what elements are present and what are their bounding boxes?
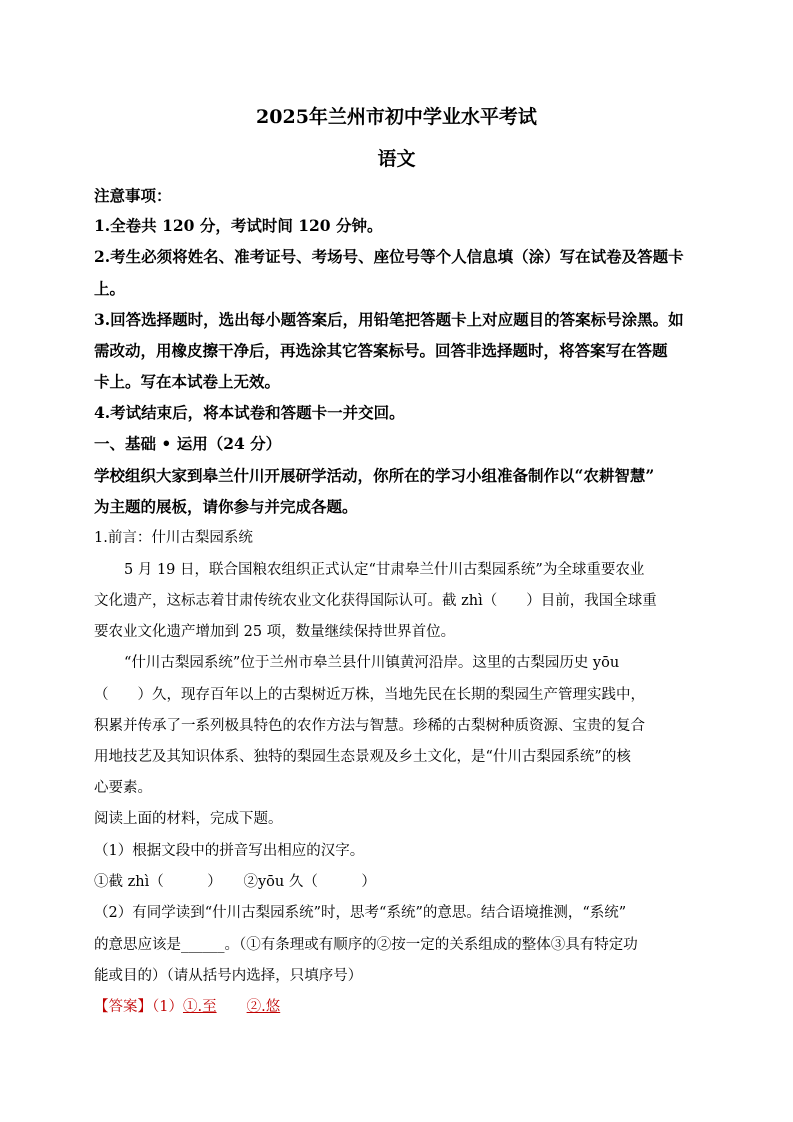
section-heading: 一、基础 • 运用（24 分） — [94, 434, 282, 453]
notice-item-3-line-1: 3.回答选择题时，选出每小题答案后，用铅笔把答题卡上对应题目的答案标号涂黑。如 — [94, 310, 684, 329]
notice-item-2-line-2: 上。 — [94, 279, 126, 298]
sub-question-2-line-2: 的意思应该是______。（①有条理或有顺序的②按一定的关系组成的整体③具有特定功 — [94, 937, 638, 953]
question-1-heading: 1.前言：什川古梨园系统 — [94, 530, 253, 546]
para-2-line-3: 积累并传承了一系列极具特色的农作方法与智慧。珍稀的古梨树种质资源、宝贵的复合 — [94, 718, 645, 734]
notice-heading: 注意事项： — [94, 186, 172, 205]
instruction: 阅读上面的材料，完成下题。 — [94, 811, 283, 827]
notice-item-1: 1.全卷共 120 分，考试时间 120 分钟。 — [94, 216, 383, 235]
sub-question-1-items: ①截 zhì（ ） ②yōu 久（ ） — [94, 874, 376, 890]
sub-question-2-line-1: （2）有同学读到“什川古梨园系统”时，思考“系统”的意思。结合语境推测，“系统” — [94, 905, 627, 921]
answer-item-b: ②.悠 — [246, 999, 281, 1015]
notice-item-3-line-2: 需改动，用橡皮擦干净后，再选涂其它答案标号。回答非选择题时，将答案写在答题 — [94, 341, 668, 360]
para-2-line-5: 心要素。 — [94, 780, 152, 796]
answer-prefix: （1） — [152, 999, 183, 1015]
notice-item-4: 4.考试结束后，将本试卷和答题卡一并交回。 — [94, 403, 405, 422]
para-1-line-2: 文化遗产，这标志着甘肃传统农业文化获得国际认可。截 zhì（ ）目前，我国全球重 — [94, 593, 657, 609]
answer-tag: 【答案】 — [94, 999, 152, 1015]
subject-title: 语文 — [377, 148, 416, 170]
para-1-line-3: 要农业文化遗产增加到 25 项，数量继续保持世界首位。 — [94, 624, 456, 640]
notice-item-2-line-1: 2.考生必须将姓名、准考证号、考场号、座位号等个人信息填（涂）写在试卷及答题卡 — [94, 247, 684, 266]
para-2-line-1: “什川古梨园系统”位于兰州市皋兰县什川镇黄河沿岸。这里的古梨园历史 yōu — [124, 655, 620, 671]
section-intro-line-1: 学校组织大家到皋兰什川开展研学活动，你所在的学习小组准备制作以“农耕智慧” — [94, 466, 655, 485]
sub-question-1: （1）根据文段中的拼音写出相应的汉字。 — [94, 843, 365, 859]
answer-item-a: ①.至 — [182, 999, 217, 1015]
notice-item-3-line-3: 卡上。写在本试卷上无效。 — [94, 372, 281, 391]
answer-line — [94, 997, 280, 1017]
para-2-line-4: 用地技艺及其知识体系、独特的梨园生态景观及乡土文化，是“什川古梨园系统”的核 — [94, 749, 631, 765]
section-intro-line-2: 为主题的展板，请你参与并完成各题。 — [94, 497, 358, 516]
para-2-line-2: （ ）久，现存百年以上的古梨树近万株，当地先民在长期的梨园生产管理实践中， — [94, 687, 645, 703]
sub-question-2-line-3: 能或目的）（请从括号内选择，只填序号） — [94, 968, 363, 984]
para-1-line-1: 5 月 19 日，联合国粮农组织正式认定“甘肃皋兰什川古梨园系统”为全球重要农业 — [124, 562, 645, 578]
exam-title: 2025年兰州市初中学业水平考试 — [256, 106, 537, 128]
